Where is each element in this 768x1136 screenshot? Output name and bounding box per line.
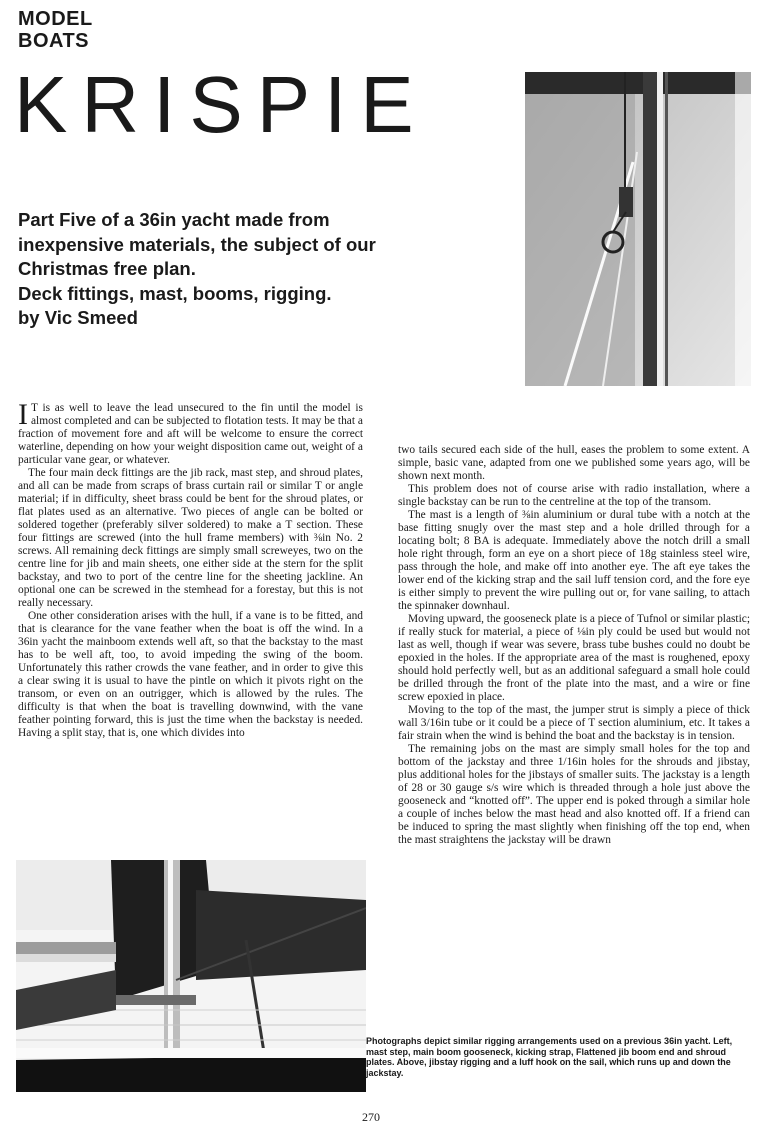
standfirst-line: Part Five of a 36in yacht made from: [18, 209, 330, 230]
article-column-1: [18, 398, 363, 740]
standfirst-line: Deck fittings, mast, booms, rigging.: [18, 282, 332, 304]
page-number: 270: [362, 1110, 380, 1124]
standfirst: [18, 208, 498, 331]
magazine-name-line1: MODEL: [18, 8, 93, 30]
paragraph: The mast is a length of ⅜in aluminium or dural tube with a notch at the base fitting snugly over the mast step and a hole drilled through for a locating bolt; 8 BA is adequate. Immediately above the notch drill a small hole right through, form an eye on a short piece of 18g stainless steel wire, pass through the hole, and make off into another eye. The aft eye takes the lower end of the kicking strap and the sail luff tension cord, and the fore eye is either simply to prevent the wire pulling out or, for vane sailing, to attach the spinnaker downhaul.: [398, 509, 750, 612]
photo-jibstay-rigging: [525, 72, 751, 386]
paragraph: two tails secured each side of the hull, eases the problem to some extent. A simple, basic vane, adapted from one we published some years ago, will be shown next month.: [398, 444, 750, 482]
paragraph: The remaining jobs on the mast are simply small holes for the top and bottom of the jackstay and three 1/16in holes for the shrouds and jibstay, plus additional holes for the jibstays of smaller suits. The jackstay is a length of 28 or 30 gauge s/s wire which is threaded through a hole just above the gooseneck and “knotted off”. The upper end is poked through a similar hole a couple of inches below the mast head and also knotted off. If a friend can be induced to spring the mast slightly when finishing off the top end, when the mast straightens the jackstay will be drawn: [398, 743, 750, 846]
paragraph: The four main deck fittings are the jib rack, mast step, and shroud plates, and all can be made from scraps of brass curtain rail or similar T or angle material; if in difficulty, sheet brass could be bent for the shroud plates, or flat plates used as an alternative. Two pieces of angle can be bolted or soldered together (preferably silver soldered) to make a T section. These four fittings are screwed (into the hull frame members) with ⅜in No. 2 screws. All remaining deck fittings are simply small screweyes, two on the centre line for jib and main sheets, one either side at the stern for the split backstay, and two to port of the centre line for the sheeting jackline. An optional one can be screwed in the stemhead for a forestay, but this is not really necessary.: [18, 467, 363, 609]
article-headline: KRISPIE: [14, 60, 428, 149]
paragraph: This problem does not of course arise with radio installation, where a single backstay can be run to the centreline at the top of the transom.: [398, 483, 750, 508]
standfirst-line: inexpensive materials, the subject of our: [18, 233, 376, 255]
paragraph: One other consideration arises with the hull, if a vane is to be fitted, and that is clearance for the vane feather when the boat is off the wind. In a 36in yacht the mainboom extends well aft, so that the backstay to the mast has to be well aft, too, to avoid impeding the swing of the boom. Unfortunately this rather crowds the vane feather, and in order to give this a clear swing it is usual to have the pintle on which it pivots right on the transom, or even on an outrigger, which is allowed by the rules. The difficulty is that when the boat is travelling downwind, with the vane feather pointing forward, this is just the time when the backstay is needed. Having a split stay, that is, one which divides into: [18, 610, 363, 739]
paragraph: Moving to the top of the mast, the jumper strut is simply a piece of thick wall 3/16in tube or it could be a piece of T section aluminium, etc. It takes a fair strain when the wind is behind the boat and the backstay is in tension.: [398, 704, 750, 742]
magazine-name-line2: BOATS: [18, 30, 90, 52]
photo-mast-step-image: [16, 860, 366, 1092]
photo-jibstay-rigging-image: [525, 72, 751, 386]
magazine-name: [18, 8, 93, 52]
paragraph: Moving upward, the gooseneck plate is a piece of Tufnol or similar plastic; if really stuck for material, a piece of ⅛in ply could be used but would not last as well, though if wear was severe, brass tube bushes could no doubt be epoxied in the holes. If the appropriate area of the mast is roughened, epoxy should hold perfectly well, but as an additional safeguard a small hole could be drilled through the front of the plate into the mast, and a wire or fine screw epoxied in place.: [398, 613, 750, 703]
drop-cap: I: [18, 398, 28, 431]
paragraph-text: T is as well to leave the lead unsecured to the fin until the model is almost completed and can be subjected to flotation tests. It may be that a fraction of movement fore and aft will be welcome to ensure the correct waterline, depending on how your weight disposition came out, weight of a particular vane gear, or whatever.: [18, 402, 363, 466]
paragraph: [18, 398, 363, 467]
photo-caption: Photographs depict similar rigging arrangements used on a previous 36in yacht. Left, mast step, main boom gooseneck, kicking strap, Flattened jib boom end and shroud plates. Above, jibstay rigging and a luff hook on the sail, which runs up and down the jackstay.: [366, 1036, 733, 1078]
standfirst-line: Christmas free plan.: [18, 258, 196, 279]
photo-mast-step: [16, 860, 366, 1092]
article-column-2: [398, 444, 750, 847]
standfirst-line: by Vic Smeed: [18, 307, 138, 328]
